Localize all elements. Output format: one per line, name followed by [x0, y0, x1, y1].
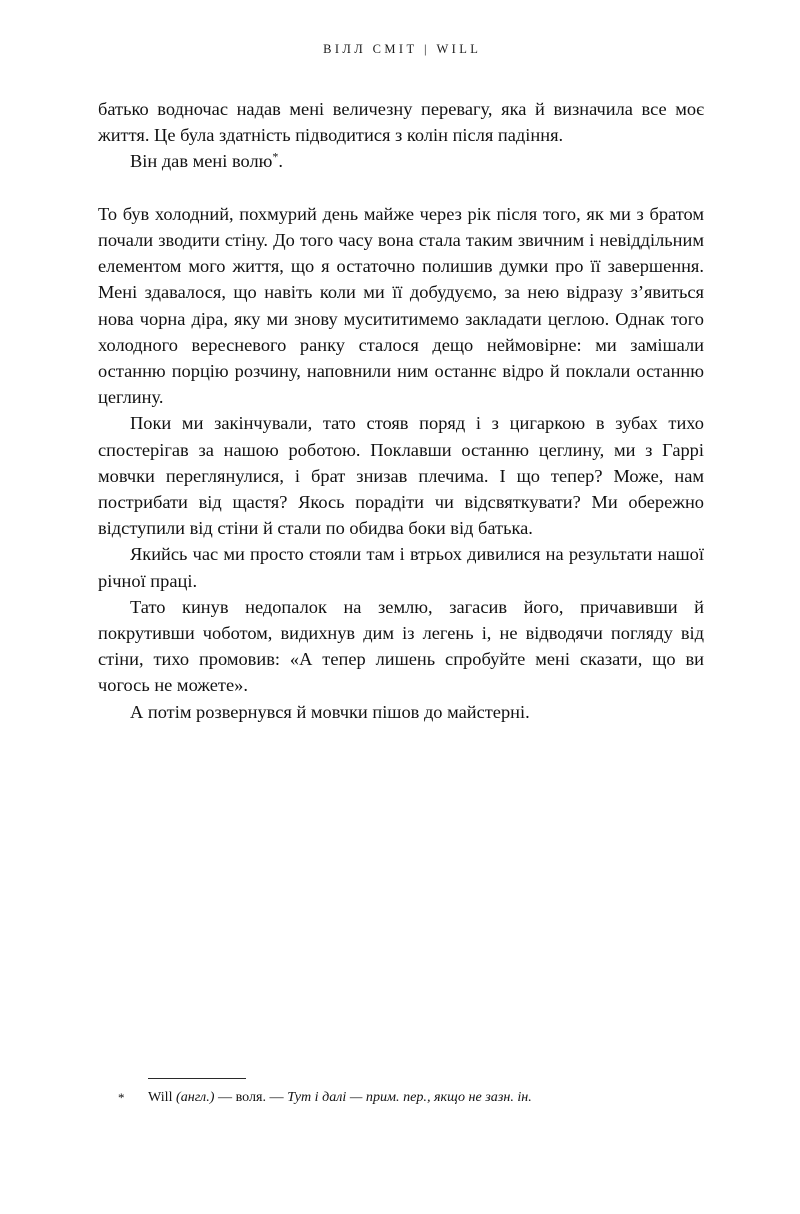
paragraph-standing: Якийсь час ми просто стояли там і втрьох дивилися на результати нашої річної праці. [98, 544, 704, 591]
paragraph-finishing: Поки ми закінчували, тато стояв поряд і з цигаркою в зубах тихо спостерігав за нашою роботою. Поклавши останню цеглину, ми з Гаррі мовчки переглянулися, і брат знизав плечима. І що тепер? Може, нам пострибати від щастя? Якось порадіти чи відсвяткувати? Ми обережно відступили від стіни й стали по обидва боки від батька. [98, 413, 704, 539]
footnote-marker: * [118, 1090, 125, 1105]
paragraph-continuation: батько водночас надав мені величезну перевагу, яка й визначила все моє життя. Це була здатність підводитися з колін після падіння. [98, 99, 704, 146]
paragraph-freedom-text: Він дав мені волю [130, 151, 273, 172]
footnote-segment-1: (англ.) [176, 1089, 215, 1105]
paragraph-cold-day: То був холодний, похмурий день майже через рік після того, як ми з братом почали зводити стіну. До того часу вона стала таким звичним і невіддільним елементом мого життя, що я остаточно полишив думки про її завершення. Мені здавалося, що навіть коли ми її добудуємо, за нею відразу з’явиться нова чорна діра, яку ми знову мусититимемо закладати цеглою. Однак того холодного вересневого ранку сталося дещо неймовірне: ми замішали останню порцію розчину, наповнили ним останнє відро й поклали останню цеглину. [98, 203, 704, 408]
paragraph-freedom-tail: . [278, 151, 284, 172]
footnote-line [98, 1088, 704, 1107]
body-text-block [98, 96, 704, 725]
footnote-segment-2: — воля. — [214, 1089, 288, 1105]
footnote-segment-3: Тут і далі — прим. пер., якщо не зазн. ін. [287, 1089, 532, 1105]
paragraph-freedom [98, 148, 704, 174]
paragraph-left: А потім розвернувся й мовчки пішов до майстерні. [130, 701, 530, 722]
footnote-reference-marker[interactable]: * [272, 149, 279, 164]
footnote-separator-rule [148, 1078, 246, 1079]
paragraph-cigarette: Тато кинув недопалок на землю, загасив його, причавивши й покрутивши чоботом, видихнув дим із легень і, не відводячи погляду від стіни, тихо промовив: «А тепер лишень спробуйте мені сказати, що ви чогось не можете». [98, 596, 704, 696]
footnote-text [148, 1088, 532, 1107]
footnote-segment-0: Will [148, 1089, 177, 1105]
footnote-area [98, 1078, 704, 1107]
running-head: ВІЛЛ СМІТ | WILL [323, 42, 482, 56]
